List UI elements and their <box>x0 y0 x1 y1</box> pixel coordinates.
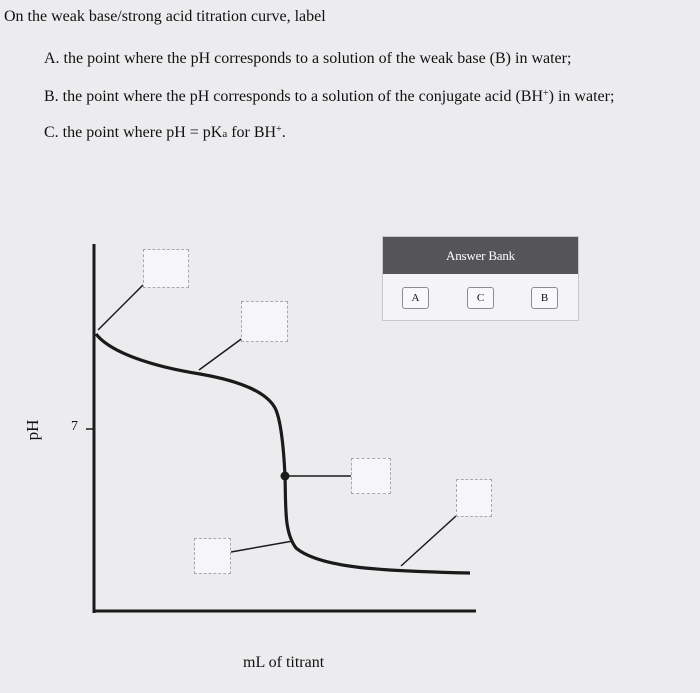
answer-bank <box>382 236 579 321</box>
item-b-sup: + <box>543 88 549 99</box>
leader-line-2 <box>199 337 244 370</box>
y-axis-label: pH <box>23 419 42 441</box>
leader-line-5 <box>231 541 293 552</box>
drop-target-5[interactable] <box>194 538 231 574</box>
item-a-text: A. the point where the pH corresponds to a solution of the weak base (B) in water; <box>44 50 572 67</box>
drop-target-3[interactable] <box>351 458 391 494</box>
drop-target-4[interactable] <box>456 479 492 517</box>
item-c-mid: for BH <box>227 124 277 141</box>
answer-chip-c[interactable]: C <box>467 287 494 309</box>
item-c-sup: + <box>276 124 282 135</box>
answer-chip-a[interactable]: A <box>402 287 429 309</box>
item-c-sub: a <box>222 128 228 140</box>
answer-chip-b[interactable]: B <box>531 287 558 309</box>
question-intro: On the weak base/strong acid titration curve, label <box>4 8 326 25</box>
item-c-pre: C. the point where pH = pK <box>44 124 223 141</box>
y-tick-label: 7 <box>71 419 78 434</box>
item-c-post: . <box>281 124 286 141</box>
leader-line-1 <box>98 285 143 330</box>
x-axis-label: mL of titrant <box>243 654 325 671</box>
drop-target-2[interactable] <box>241 301 288 342</box>
equivalence-point-dot <box>281 472 290 481</box>
item-b-pre: B. the point where the pH corresponds to a solution of the conjugate acid (BH <box>44 88 543 105</box>
drop-target-1[interactable] <box>143 249 189 288</box>
leader-line-4 <box>401 516 456 566</box>
titration-curve <box>96 334 470 573</box>
answer-bank-title: Answer Bank <box>383 237 578 274</box>
item-b-post: ) in water; <box>548 88 615 105</box>
